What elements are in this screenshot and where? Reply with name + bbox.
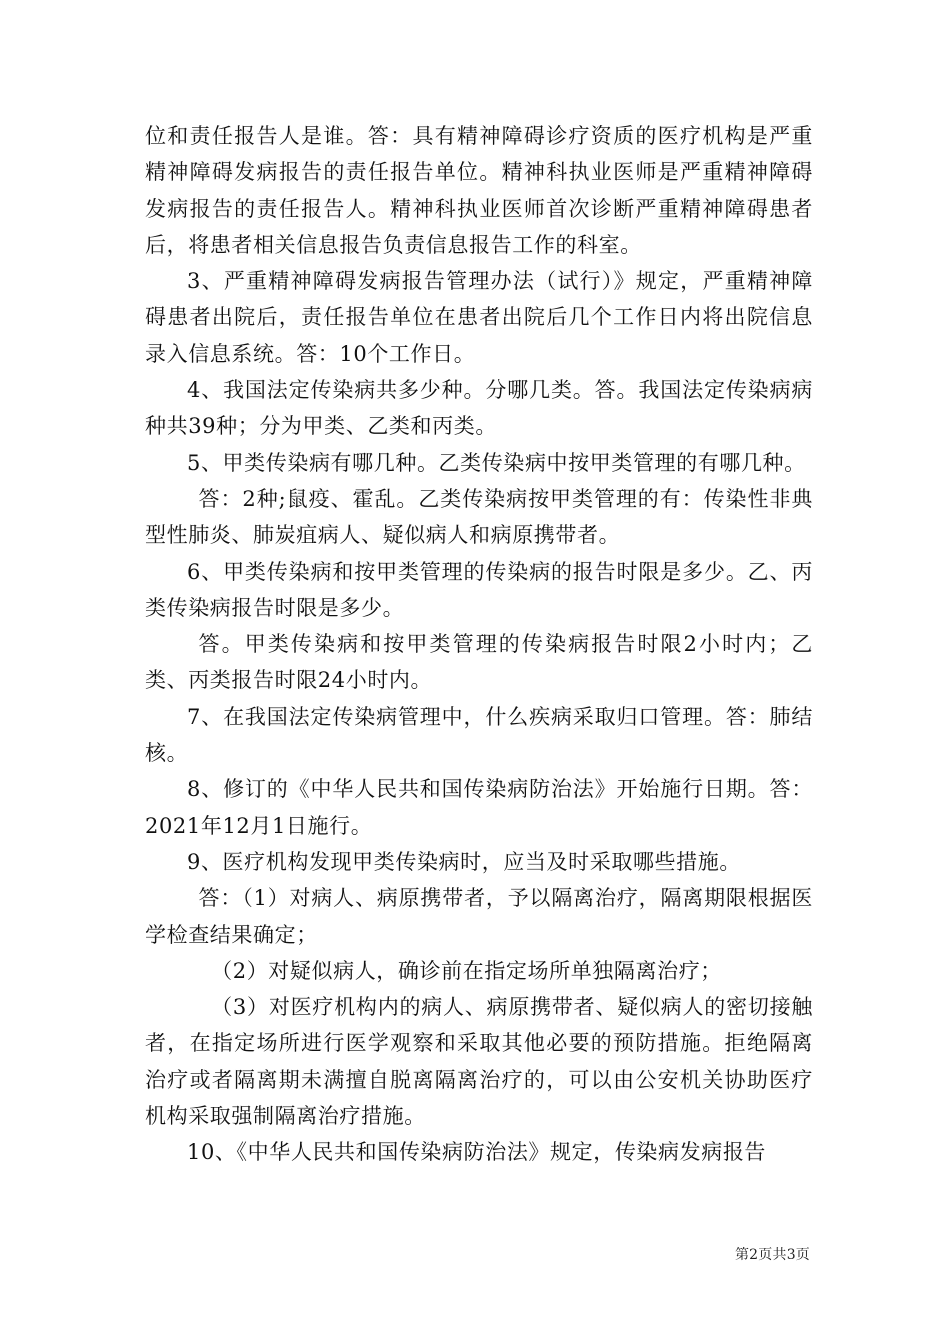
page-number: 第2页共3页 <box>734 1247 810 1263</box>
answer-5: 答：2种;鼠疫、霍乱。乙类传染病按甲类管理的有：传染性非典型性肺炎、肺炭疽病人、疑似病人和病原携带者。 <box>145 486 813 548</box>
answer-6: 答。甲类传染病和按甲类管理的传染病报告时限2小时内；乙类、丙类报告时限24小时内。 <box>145 632 813 693</box>
question-9: 9、医疗机构发现甲类传染病时，应当及时采取哪些措施。 <box>187 849 741 874</box>
paragraph-continuation: 位和责任报告人是谁。答：具有精神障碍诊疗资质的医疗机构是严重精神障碍发病报告的责任报告单位。精神科执业医师是严重精神障碍发病报告的责任报告人。精神科执业医师首次诊断严重精神障碍患者后，将患者相关信息报告负责信息报告工作的科室。 <box>145 124 813 257</box>
question-4: 4、我国法定传染病共多少种。分哪几类。答。我国法定传染病病种共39种；分为甲类、乙类和丙类。 <box>145 378 813 439</box>
question-8: 8、修订的《中华人民共和国传染病防治法》开始施行日期。答：2021年12月1日施行。 <box>145 777 813 838</box>
answer-9-item-1: 答：（1）对病人、病原携带者，予以隔离治疗，隔离期限根据医学检查结果确定； <box>145 886 813 947</box>
question-10: 10、《中华人民共和国传染病防治法》规定，传染病发病报告 <box>187 1140 767 1165</box>
document-body <box>145 118 813 1171</box>
answer-9-item-3: （3）对医疗机构内的病人、病原携带者、疑似病人的密切接触者，在指定场所进行医学观察和采取其他必要的预防措施。拒绝隔离治疗或者隔离期未满擅自脱离隔离治疗的，可以由公安机关协助医疗机构采取强制隔离治疗措施。 <box>145 995 813 1129</box>
answer-9-item-2: （2）对疑似病人，确诊前在指定场所单独隔离治疗； <box>211 958 722 983</box>
question-5: 5、甲类传染病有哪几种。乙类传染病中按甲类管理的有哪几种。 <box>187 450 806 475</box>
question-6: 6、甲类传染病和按甲类管理的传染病的报告时限是多少。乙、丙类传染病报告时限是多少。 <box>145 559 813 620</box>
question-7: 7、在我国法定传染病管理中，什么疾病采取归口管理。答：肺结核。 <box>145 704 813 766</box>
question-3: 3、严重精神障碍发病报告管理办法（试行）》规定，严重精神障碍患者出院后，责任报告单位在患者出院后几个工作日内将出院信息录入信息系统。答：10个工作日。 <box>145 269 813 366</box>
